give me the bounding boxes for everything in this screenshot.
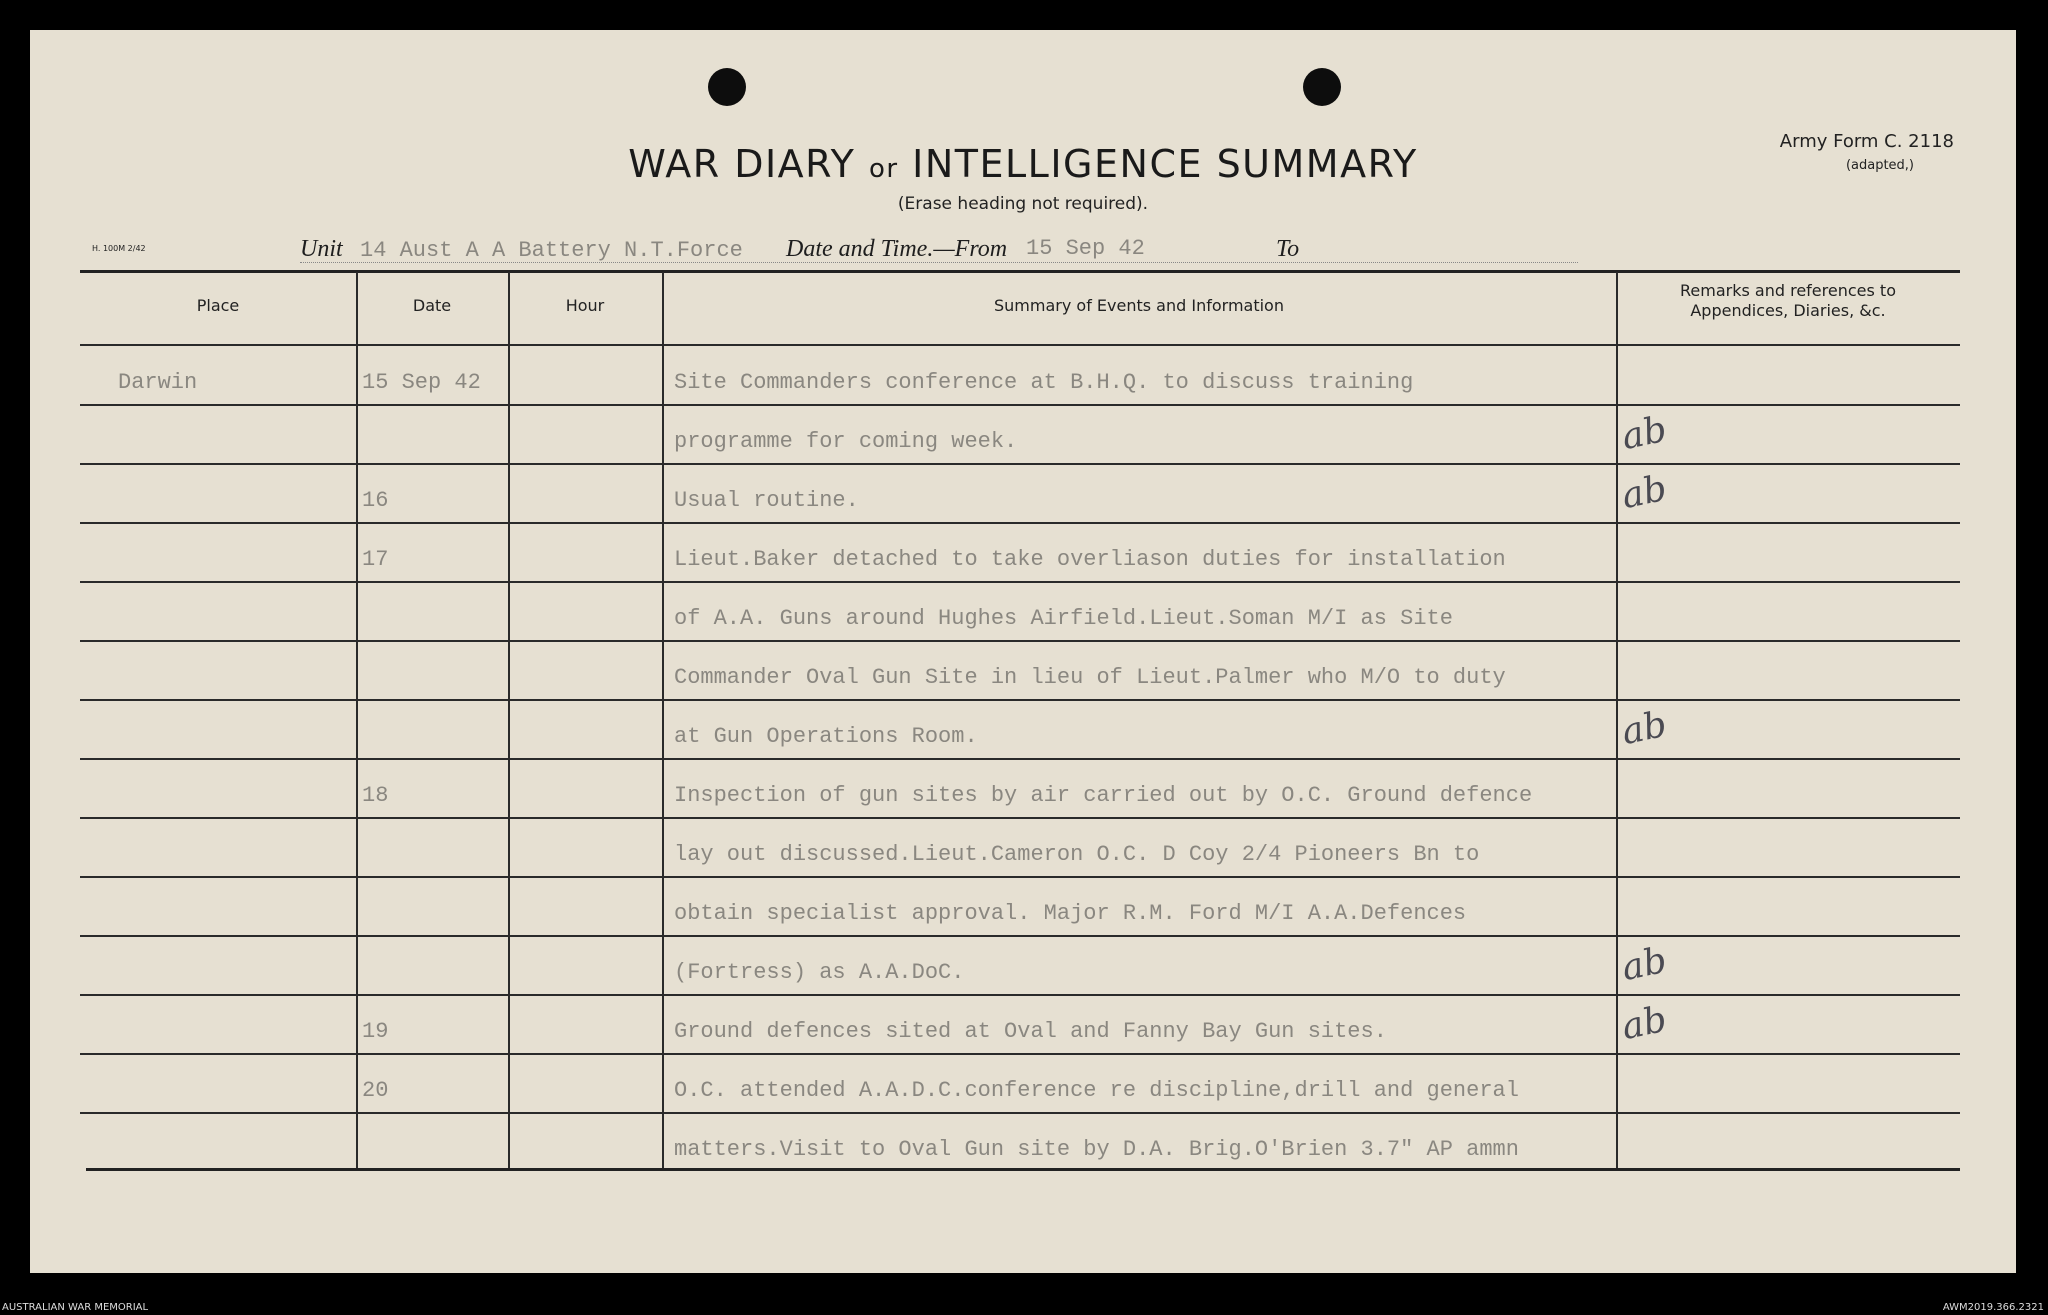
row-rule [80,1112,1960,1114]
row-summary: obtain specialist approval. Major R.M. Ford M/I A.A.Defences [674,901,1467,926]
army-form-note: (adapted,) [1845,158,1914,173]
remarks-header-line2: Appendices, Diaries, &c. [1690,301,1886,320]
diary-sheet [30,30,2016,1273]
row-summary: (Fortress) as A.A.DoC. [674,960,965,985]
row-rule [80,640,1960,642]
row-place: Darwin [118,370,198,395]
table-top-rule [80,270,1960,273]
col-divider-hour [662,272,664,1168]
page-subtitle: (Erase heading not required). [897,194,1149,214]
col-header-date: Date [412,296,452,315]
row-rule [80,994,1960,996]
row-rule [80,876,1960,878]
col-header-remarks [1616,281,1960,321]
row-summary: Inspection of gun sites by air carried out by O.C. Ground defence [674,783,1533,808]
row-summary: Site Commanders conference at B.H.Q. to discuss training [674,370,1414,395]
row-initials: ab [1618,467,1671,518]
col-header-place: Place [196,296,240,315]
col-header-summary: Summary of Events and Information [994,296,1284,315]
row-date: 19 [362,1019,389,1044]
row-initials: ab [1618,998,1671,1049]
row-date: 17 [362,547,389,572]
row-rule [80,404,1960,406]
army-form-label [1780,130,1954,178]
row-date: 18 [362,783,389,808]
col-divider-place [356,272,358,1168]
row-rule [80,463,1960,465]
row-rule [80,581,1960,583]
punch-hole-left [708,68,746,106]
row-summary: lay out discussed.Lieut.Cameron O.C. D Coy 2/4 Pioneers Bn to [674,842,1480,867]
form-code: H. 100M 2/42 [92,244,146,253]
footer-institution: AUSTRALIAN WAR MEMORIAL [2,1302,149,1313]
row-summary: Usual routine. [674,488,859,513]
row-initials: ab [1618,939,1671,990]
row-rule [80,935,1960,937]
row-summary: at Gun Operations Room. [674,724,978,749]
row-summary: of A.A. Guns around Hughes Airfield.Lieut.Soman M/I as Site [674,606,1453,631]
row-date: 15 Sep 42 [362,370,481,395]
row-summary: Commander Oval Gun Site in lieu of Lieut.Palmer who M/O to duty [674,665,1506,690]
col-divider-summary [1616,272,1618,1168]
to-label: To [1276,236,1300,262]
row-summary: matters.Visit to Oval Gun site by D.A. Brig.O'Brien 3.7" AP ammn [674,1137,1519,1162]
row-date: 16 [362,488,389,513]
remarks-header-line1: Remarks and references to [1680,281,1896,300]
col-header-hour: Hour [565,296,605,315]
table-bottom-rule [86,1168,1960,1171]
row-rule [80,699,1960,701]
row-rule [80,817,1960,819]
page-title [30,142,2016,186]
punch-hole-right [1303,68,1341,106]
header-bottom-rule [80,344,1960,346]
footer-accession: AWM2019.366.2321 [1942,1302,2044,1313]
row-date: 20 [362,1078,389,1103]
from-value: 15 Sep 42 [1026,236,1145,261]
date-time-label: Date and Time.—From [786,236,1008,262]
title-war-diary: WAR DIARY [628,142,856,186]
title-or: or [868,154,899,184]
row-summary: O.C. attended A.A.D.C.conference re discipline,drill and general [674,1078,1519,1103]
row-rule [80,1053,1960,1055]
unit-label: Unit [300,236,343,262]
row-rule [80,522,1960,524]
row-summary: Ground defences sited at Oval and Fanny Bay Gun sites. [674,1019,1387,1044]
unit-value: 14 Aust A A Battery N.T.Force [360,238,743,263]
army-form-number: Army Form C. 2118 [1779,131,1954,152]
row-summary: Lieut.Baker detached to take overliason duties for installation [674,547,1506,572]
row-initials: ab [1618,703,1671,754]
row-rule [80,758,1960,760]
row-summary: programme for coming week. [674,429,1018,454]
title-intelligence-summary: INTELLIGENCE SUMMARY [912,142,1418,186]
col-divider-date [508,272,510,1168]
row-initials: ab [1618,408,1671,459]
